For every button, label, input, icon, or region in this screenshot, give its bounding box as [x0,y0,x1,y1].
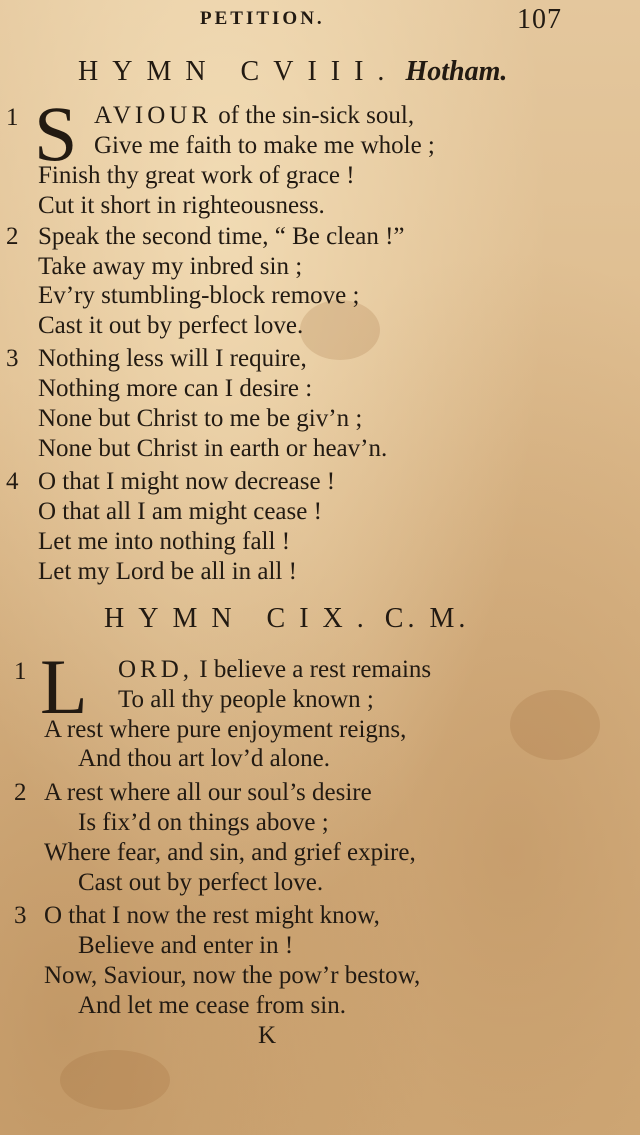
verse-line: O that I might now decrease ! [38,468,336,495]
verse-line: Cut it short in righteousness. [38,192,325,219]
verse-line: Let me into nothing fall ! [38,528,291,555]
verse-line: Finish thy great work of grace ! [38,162,355,189]
verse-number: 2 [6,223,19,250]
verse-line: Ev’ry stumbling-block remove ; [38,282,360,309]
verse-line: Cast it out by perfect love. [38,312,304,339]
verse-number: 1 [14,658,27,685]
verse-number: 1 [6,104,19,131]
verse-line: None but Christ in earth or heav’n. [38,435,388,462]
signature-mark: K [258,1022,277,1049]
verse-line [118,655,431,685]
verse-line: Now, Saviour, now the pow’r bestow, [44,962,421,989]
verse-line: O that all I am might cease ! [38,498,322,525]
verse-line: O that I now the rest might know, [44,902,380,929]
verse-line: A rest where all our soul’s desire [44,779,372,806]
verse-line: To all thy people known ; [118,686,374,713]
drop-cap: L [40,643,88,730]
verse-line: Take away my inbred sin ; [38,253,303,280]
hymn-tune: Hotham. [405,56,508,87]
verse-line: Nothing more can I desire : [38,375,313,402]
hymn-tune: C. M. [384,603,470,634]
verse-line: A rest where pure enjoyment reigns, [44,716,407,743]
verse-number: 3 [14,902,27,929]
verse-line: Where fear, and sin, and grief expire, [44,839,416,866]
verse-number: 2 [14,779,27,806]
verse-line: Give me faith to make me whole ; [94,132,435,159]
page-number: 107 [517,4,562,35]
hymn-title [104,603,469,635]
drop-cap: S [34,90,78,177]
verse-line: Believe and enter in ! [78,932,294,959]
verse-line-text: of the sin-sick soul, [218,102,415,129]
verse-line: Nothing less will I require, [38,345,307,372]
verse-line: Speak the second time, “ Be clean !” [38,223,405,250]
verse-line: None but Christ to me be giv’n ; [38,405,363,432]
verse-line: Let my Lord be all in all ! [38,558,297,585]
verse-line: And thou art lov’d alone. [78,745,331,772]
first-word-rest: AVIOUR [94,102,212,129]
verse-line: Is fix’d on things above ; [78,809,329,836]
first-word-rest: ORD, [118,656,194,683]
foxing-spot [60,1050,170,1110]
hymn-title [78,56,507,88]
hymn-number-label: HYMN CIX. [104,603,378,634]
verse-line [94,101,414,131]
verse-line-text: I believe a rest remains [199,656,432,683]
verse-line: And let me cease from sin. [78,992,346,1019]
running-head: PETITION. [200,8,325,29]
verse-line: Cast out by perfect love. [78,869,324,896]
verse-number: 4 [6,468,19,495]
foxing-spot [510,690,600,760]
verse-number: 3 [6,345,19,372]
hymn-number-label: HYMN CVIII. [78,56,399,87]
